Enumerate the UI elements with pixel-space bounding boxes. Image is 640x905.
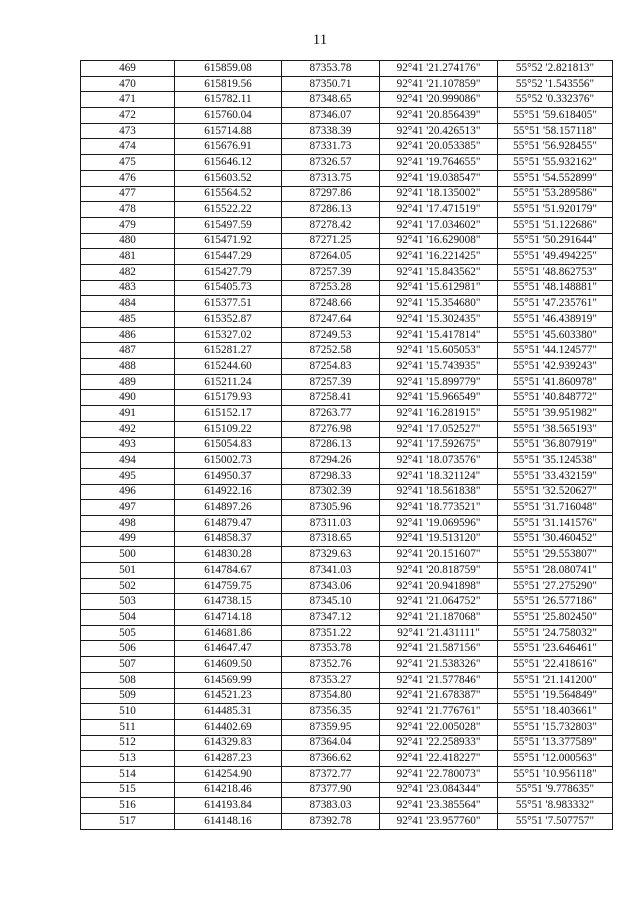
longitude-cell: 92°41 '18.135002" [380, 186, 498, 202]
longitude-cell: 92°41 '15.899779" [380, 374, 498, 390]
longitude-cell: 92°41 '17.471519" [380, 202, 498, 218]
x-coordinate-cell: 615109.22 [175, 421, 282, 437]
x-coordinate-cell: 614879.47 [175, 515, 282, 531]
point-number-cell: 490 [81, 390, 175, 406]
x-coordinate-cell: 615603.52 [175, 170, 282, 186]
y-coordinate-cell: 87356.35 [282, 704, 380, 720]
table-row [81, 390, 613, 406]
table-row [81, 312, 613, 328]
table-row [81, 735, 613, 751]
longitude-cell: 92°41 '22.005028" [380, 719, 498, 735]
longitude-cell: 92°41 '21.776761" [380, 704, 498, 720]
longitude-cell: 92°41 '18.561838" [380, 484, 498, 500]
x-coordinate-cell: 614714.18 [175, 610, 282, 626]
table-row [81, 563, 613, 579]
x-coordinate-cell: 614485.31 [175, 704, 282, 720]
x-coordinate-cell: 615564.52 [175, 186, 282, 202]
longitude-cell: 92°41 '18.321124" [380, 468, 498, 484]
point-number-cell: 480 [81, 233, 175, 249]
latitude-cell: 55°51 '53.289586" [498, 186, 613, 202]
latitude-cell: 55°51 '31.716048" [498, 500, 613, 516]
table-row [81, 92, 613, 108]
x-coordinate-cell: 615211.24 [175, 374, 282, 390]
point-number-cell: 484 [81, 296, 175, 312]
latitude-cell: 55°51 '46.438919" [498, 312, 613, 328]
y-coordinate-cell: 87257.39 [282, 374, 380, 390]
longitude-cell: 92°41 '19.038547" [380, 170, 498, 186]
y-coordinate-cell: 87247.64 [282, 312, 380, 328]
x-coordinate-cell: 614950.37 [175, 468, 282, 484]
latitude-cell: 55°51 '28.080741" [498, 563, 613, 579]
longitude-cell: 92°41 '21.587156" [380, 641, 498, 657]
latitude-cell: 55°52 '1.543556" [498, 76, 613, 92]
longitude-cell: 92°41 '15.612981" [380, 280, 498, 296]
latitude-cell: 55°51 '40.848772" [498, 390, 613, 406]
longitude-cell: 92°41 '16.221425" [380, 249, 498, 265]
latitude-cell: 55°51 '31.141576" [498, 515, 613, 531]
x-coordinate-cell: 615281.27 [175, 343, 282, 359]
y-coordinate-cell: 87354.80 [282, 688, 380, 704]
y-coordinate-cell: 87383.03 [282, 798, 380, 814]
table-row [81, 233, 613, 249]
latitude-cell: 55°51 '7.507757" [498, 814, 613, 830]
point-number-cell: 476 [81, 170, 175, 186]
y-coordinate-cell: 87377.90 [282, 782, 380, 798]
latitude-cell: 55°51 '51.122686" [498, 217, 613, 233]
table-row [81, 186, 613, 202]
longitude-cell: 92°41 '20.151607" [380, 547, 498, 563]
table-row [81, 374, 613, 390]
longitude-cell: 92°41 '19.069596" [380, 515, 498, 531]
latitude-cell: 55°51 '9.778635" [498, 782, 613, 798]
table-row [81, 123, 613, 139]
longitude-cell: 92°41 '20.999086" [380, 92, 498, 108]
point-number-cell: 487 [81, 343, 175, 359]
point-number-cell: 504 [81, 610, 175, 626]
longitude-cell: 92°41 '16.629008" [380, 233, 498, 249]
x-coordinate-cell: 615646.12 [175, 155, 282, 171]
x-coordinate-cell: 615782.11 [175, 92, 282, 108]
x-coordinate-cell: 614897.26 [175, 500, 282, 516]
y-coordinate-cell: 87286.13 [282, 437, 380, 453]
point-number-cell: 482 [81, 264, 175, 280]
longitude-cell: 92°41 '22.418227" [380, 751, 498, 767]
table-row [81, 704, 613, 720]
table-row [81, 515, 613, 531]
point-number-cell: 507 [81, 657, 175, 673]
table-row [81, 547, 613, 563]
latitude-cell: 55°51 '54.552899" [498, 170, 613, 186]
point-number-cell: 471 [81, 92, 175, 108]
table-row [81, 782, 613, 798]
table-row [81, 421, 613, 437]
y-coordinate-cell: 87318.65 [282, 531, 380, 547]
table-row [81, 437, 613, 453]
latitude-cell: 55°51 '21.141200" [498, 672, 613, 688]
latitude-cell: 55°51 '24.758032" [498, 625, 613, 641]
y-coordinate-cell: 87345.10 [282, 594, 380, 610]
coordinates-table [80, 60, 613, 830]
y-coordinate-cell: 87253.28 [282, 280, 380, 296]
longitude-cell: 92°41 '21.431111" [380, 625, 498, 641]
latitude-cell: 55°51 '39.951982" [498, 406, 613, 422]
page-number: 11 [312, 32, 328, 48]
latitude-cell: 55°51 '44.124577" [498, 343, 613, 359]
y-coordinate-cell: 87258.41 [282, 390, 380, 406]
longitude-cell: 92°41 '15.302435" [380, 312, 498, 328]
y-coordinate-cell: 87372.77 [282, 766, 380, 782]
x-coordinate-cell: 615760.04 [175, 108, 282, 124]
point-number-cell: 485 [81, 312, 175, 328]
y-coordinate-cell: 87352.76 [282, 657, 380, 673]
longitude-cell: 92°41 '21.577846" [380, 672, 498, 688]
table-row [81, 657, 613, 673]
x-coordinate-cell: 614738.15 [175, 594, 282, 610]
point-number-cell: 479 [81, 217, 175, 233]
longitude-cell: 92°41 '16.281915" [380, 406, 498, 422]
latitude-cell: 55°52 '2.821813" [498, 61, 613, 77]
table-row [81, 766, 613, 782]
point-number-cell: 502 [81, 578, 175, 594]
longitude-cell: 92°41 '20.818759" [380, 563, 498, 579]
longitude-cell: 92°41 '20.941898" [380, 578, 498, 594]
table-row [81, 688, 613, 704]
table-row [81, 500, 613, 516]
latitude-cell: 55°51 '47.235761" [498, 296, 613, 312]
y-coordinate-cell: 87254.83 [282, 359, 380, 375]
point-number-cell: 510 [81, 704, 175, 720]
point-number-cell: 475 [81, 155, 175, 171]
point-number-cell: 495 [81, 468, 175, 484]
y-coordinate-cell: 87351.22 [282, 625, 380, 641]
y-coordinate-cell: 87297.86 [282, 186, 380, 202]
x-coordinate-cell: 615244.60 [175, 359, 282, 375]
point-number-cell: 481 [81, 249, 175, 265]
longitude-cell: 92°41 '15.743935" [380, 359, 498, 375]
y-coordinate-cell: 87286.13 [282, 202, 380, 218]
latitude-cell: 55°51 '19.564849" [498, 688, 613, 704]
x-coordinate-cell: 615819.56 [175, 76, 282, 92]
latitude-cell: 55°51 '23.646461" [498, 641, 613, 657]
x-coordinate-cell: 614402.69 [175, 719, 282, 735]
y-coordinate-cell: 87353.78 [282, 61, 380, 77]
point-number-cell: 486 [81, 327, 175, 343]
table-row [81, 327, 613, 343]
y-coordinate-cell: 87257.39 [282, 264, 380, 280]
table-row [81, 594, 613, 610]
table-row [81, 61, 613, 77]
y-coordinate-cell: 87278.42 [282, 217, 380, 233]
longitude-cell: 92°41 '19.513120" [380, 531, 498, 547]
latitude-cell: 55°51 '35.124538" [498, 453, 613, 469]
longitude-cell: 92°41 '15.354680" [380, 296, 498, 312]
longitude-cell: 92°41 '20.053385" [380, 139, 498, 155]
point-number-cell: 512 [81, 735, 175, 751]
y-coordinate-cell: 87343.06 [282, 578, 380, 594]
x-coordinate-cell: 615471.92 [175, 233, 282, 249]
longitude-cell: 92°41 '21.107859" [380, 76, 498, 92]
y-coordinate-cell: 87338.39 [282, 123, 380, 139]
point-number-cell: 509 [81, 688, 175, 704]
point-number-cell: 474 [81, 139, 175, 155]
point-number-cell: 501 [81, 563, 175, 579]
table-row [81, 814, 613, 830]
latitude-cell: 55°51 '45.603380" [498, 327, 613, 343]
x-coordinate-cell: 614784.67 [175, 563, 282, 579]
latitude-cell: 55°51 '58.157118" [498, 123, 613, 139]
table-row [81, 719, 613, 735]
point-number-cell: 473 [81, 123, 175, 139]
x-coordinate-cell: 615377.51 [175, 296, 282, 312]
table-row [81, 798, 613, 814]
y-coordinate-cell: 87326.57 [282, 155, 380, 171]
table-row [81, 641, 613, 657]
table-row [81, 264, 613, 280]
x-coordinate-cell: 614609.50 [175, 657, 282, 673]
table-row [81, 672, 613, 688]
latitude-cell: 55°51 '48.148881" [498, 280, 613, 296]
x-coordinate-cell: 615002.73 [175, 453, 282, 469]
point-number-cell: 492 [81, 421, 175, 437]
latitude-cell: 55°51 '8.983332" [498, 798, 613, 814]
point-number-cell: 489 [81, 374, 175, 390]
x-coordinate-cell: 615405.73 [175, 280, 282, 296]
x-coordinate-cell: 614922.16 [175, 484, 282, 500]
longitude-cell: 92°41 '15.417814" [380, 327, 498, 343]
y-coordinate-cell: 87249.53 [282, 327, 380, 343]
longitude-cell: 92°41 '20.856439" [380, 108, 498, 124]
x-coordinate-cell: 615497.59 [175, 217, 282, 233]
y-coordinate-cell: 87271.25 [282, 233, 380, 249]
y-coordinate-cell: 87248.66 [282, 296, 380, 312]
x-coordinate-cell: 614858.37 [175, 531, 282, 547]
latitude-cell: 55°51 '30.460452" [498, 531, 613, 547]
y-coordinate-cell: 87252.58 [282, 343, 380, 359]
longitude-cell: 92°41 '17.592675" [380, 437, 498, 453]
x-coordinate-cell: 615352.87 [175, 312, 282, 328]
point-number-cell: 508 [81, 672, 175, 688]
y-coordinate-cell: 87263.77 [282, 406, 380, 422]
table-row [81, 484, 613, 500]
y-coordinate-cell: 87264.05 [282, 249, 380, 265]
latitude-cell: 55°51 '56.928455" [498, 139, 613, 155]
longitude-cell: 92°41 '15.605053" [380, 343, 498, 359]
x-coordinate-cell: 614569.99 [175, 672, 282, 688]
point-number-cell: 494 [81, 453, 175, 469]
y-coordinate-cell: 87364.04 [282, 735, 380, 751]
table-row [81, 202, 613, 218]
latitude-cell: 55°51 '50.291644" [498, 233, 613, 249]
point-number-cell: 497 [81, 500, 175, 516]
latitude-cell: 55°51 '33.432159" [498, 468, 613, 484]
x-coordinate-cell: 614254.90 [175, 766, 282, 782]
table-row [81, 468, 613, 484]
x-coordinate-cell: 614148.16 [175, 814, 282, 830]
latitude-cell: 55°51 '38.565193" [498, 421, 613, 437]
latitude-cell: 55°51 '42.939243" [498, 359, 613, 375]
y-coordinate-cell: 87348.65 [282, 92, 380, 108]
point-number-cell: 470 [81, 76, 175, 92]
latitude-cell: 55°51 '41.860978" [498, 374, 613, 390]
point-number-cell: 478 [81, 202, 175, 218]
longitude-cell: 92°41 '23.957760" [380, 814, 498, 830]
point-number-cell: 500 [81, 547, 175, 563]
y-coordinate-cell: 87329.63 [282, 547, 380, 563]
x-coordinate-cell: 615152.17 [175, 406, 282, 422]
table-row [81, 578, 613, 594]
latitude-cell: 55°51 '13.377589" [498, 735, 613, 751]
longitude-cell: 92°41 '21.187068" [380, 610, 498, 626]
x-coordinate-cell: 614647.47 [175, 641, 282, 657]
point-number-cell: 498 [81, 515, 175, 531]
point-number-cell: 488 [81, 359, 175, 375]
y-coordinate-cell: 87331.73 [282, 139, 380, 155]
table-row [81, 249, 613, 265]
x-coordinate-cell: 615522.22 [175, 202, 282, 218]
longitude-cell: 92°41 '18.073576" [380, 453, 498, 469]
table-row [81, 406, 613, 422]
x-coordinate-cell: 614287.23 [175, 751, 282, 767]
y-coordinate-cell: 87276.98 [282, 421, 380, 437]
y-coordinate-cell: 87366.62 [282, 751, 380, 767]
latitude-cell: 55°51 '29.553807" [498, 547, 613, 563]
point-number-cell: 491 [81, 406, 175, 422]
table-row [81, 170, 613, 186]
latitude-cell: 55°51 '15.732803" [498, 719, 613, 735]
x-coordinate-cell: 614193.84 [175, 798, 282, 814]
longitude-cell: 92°41 '15.966549" [380, 390, 498, 406]
longitude-cell: 92°41 '15.843562" [380, 264, 498, 280]
latitude-cell: 55°51 '32.520627" [498, 484, 613, 500]
x-coordinate-cell: 615714.88 [175, 123, 282, 139]
x-coordinate-cell: 614218.46 [175, 782, 282, 798]
table-row [81, 343, 613, 359]
x-coordinate-cell: 615054.83 [175, 437, 282, 453]
longitude-cell: 92°41 '19.764655" [380, 155, 498, 171]
latitude-cell: 55°51 '25.802450" [498, 610, 613, 626]
table-row [81, 751, 613, 767]
point-number-cell: 506 [81, 641, 175, 657]
longitude-cell: 92°41 '23.084344" [380, 782, 498, 798]
y-coordinate-cell: 87359.95 [282, 719, 380, 735]
x-coordinate-cell: 614830.28 [175, 547, 282, 563]
longitude-cell: 92°41 '21.274176" [380, 61, 498, 77]
longitude-cell: 92°41 '17.034602" [380, 217, 498, 233]
x-coordinate-cell: 614681.86 [175, 625, 282, 641]
point-number-cell: 514 [81, 766, 175, 782]
table-row [81, 76, 613, 92]
point-number-cell: 505 [81, 625, 175, 641]
table-row [81, 139, 613, 155]
x-coordinate-cell: 615427.79 [175, 264, 282, 280]
coordinates-table-body [81, 61, 613, 830]
point-number-cell: 469 [81, 61, 175, 77]
latitude-cell: 55°51 '59.618405" [498, 108, 613, 124]
latitude-cell: 55°51 '36.807919" [498, 437, 613, 453]
point-number-cell: 477 [81, 186, 175, 202]
x-coordinate-cell: 615859.08 [175, 61, 282, 77]
latitude-cell: 55°51 '48.862753" [498, 264, 613, 280]
longitude-cell: 92°41 '22.780073" [380, 766, 498, 782]
y-coordinate-cell: 87341.03 [282, 563, 380, 579]
point-number-cell: 513 [81, 751, 175, 767]
y-coordinate-cell: 87353.78 [282, 641, 380, 657]
x-coordinate-cell: 614329.83 [175, 735, 282, 751]
longitude-cell: 92°41 '20.426513" [380, 123, 498, 139]
longitude-cell: 92°41 '17.052527" [380, 421, 498, 437]
latitude-cell: 55°51 '10.956118" [498, 766, 613, 782]
y-coordinate-cell: 87294.26 [282, 453, 380, 469]
y-coordinate-cell: 87353.27 [282, 672, 380, 688]
latitude-cell: 55°51 '51.920179" [498, 202, 613, 218]
y-coordinate-cell: 87346.07 [282, 108, 380, 124]
y-coordinate-cell: 87347.12 [282, 610, 380, 626]
table-row [81, 280, 613, 296]
y-coordinate-cell: 87350.71 [282, 76, 380, 92]
latitude-cell: 55°51 '26.577186" [498, 594, 613, 610]
longitude-cell: 92°41 '18.773521" [380, 500, 498, 516]
point-number-cell: 496 [81, 484, 175, 500]
longitude-cell: 92°41 '22.258933" [380, 735, 498, 751]
point-number-cell: 503 [81, 594, 175, 610]
x-coordinate-cell: 614521.23 [175, 688, 282, 704]
y-coordinate-cell: 87305.96 [282, 500, 380, 516]
latitude-cell: 55°51 '49.494225" [498, 249, 613, 265]
longitude-cell: 92°41 '21.678387" [380, 688, 498, 704]
longitude-cell: 92°41 '21.064752" [380, 594, 498, 610]
latitude-cell: 55°52 '0.332376" [498, 92, 613, 108]
point-number-cell: 483 [81, 280, 175, 296]
point-number-cell: 499 [81, 531, 175, 547]
x-coordinate-cell: 615676.91 [175, 139, 282, 155]
table-row [81, 531, 613, 547]
y-coordinate-cell: 87298.33 [282, 468, 380, 484]
y-coordinate-cell: 87311.03 [282, 515, 380, 531]
y-coordinate-cell: 87302.39 [282, 484, 380, 500]
x-coordinate-cell: 615447.29 [175, 249, 282, 265]
x-coordinate-cell: 615179.93 [175, 390, 282, 406]
table-row [81, 610, 613, 626]
y-coordinate-cell: 87313.75 [282, 170, 380, 186]
point-number-cell: 493 [81, 437, 175, 453]
x-coordinate-cell: 614759.75 [175, 578, 282, 594]
latitude-cell: 55°51 '22.418616" [498, 657, 613, 673]
point-number-cell: 515 [81, 782, 175, 798]
latitude-cell: 55°51 '55.932162" [498, 155, 613, 171]
table-row [81, 155, 613, 171]
table-row [81, 108, 613, 124]
table-row [81, 625, 613, 641]
point-number-cell: 516 [81, 798, 175, 814]
point-number-cell: 472 [81, 108, 175, 124]
y-coordinate-cell: 87392.78 [282, 814, 380, 830]
table-row [81, 359, 613, 375]
latitude-cell: 55°51 '12.000563" [498, 751, 613, 767]
point-number-cell: 511 [81, 719, 175, 735]
latitude-cell: 55°51 '18.403661" [498, 704, 613, 720]
point-number-cell: 517 [81, 814, 175, 830]
table-row [81, 453, 613, 469]
longitude-cell: 92°41 '21.538326" [380, 657, 498, 673]
table-row [81, 296, 613, 312]
longitude-cell: 92°41 '23.385564" [380, 798, 498, 814]
latitude-cell: 55°51 '27.275290" [498, 578, 613, 594]
x-coordinate-cell: 615327.02 [175, 327, 282, 343]
table-row [81, 217, 613, 233]
